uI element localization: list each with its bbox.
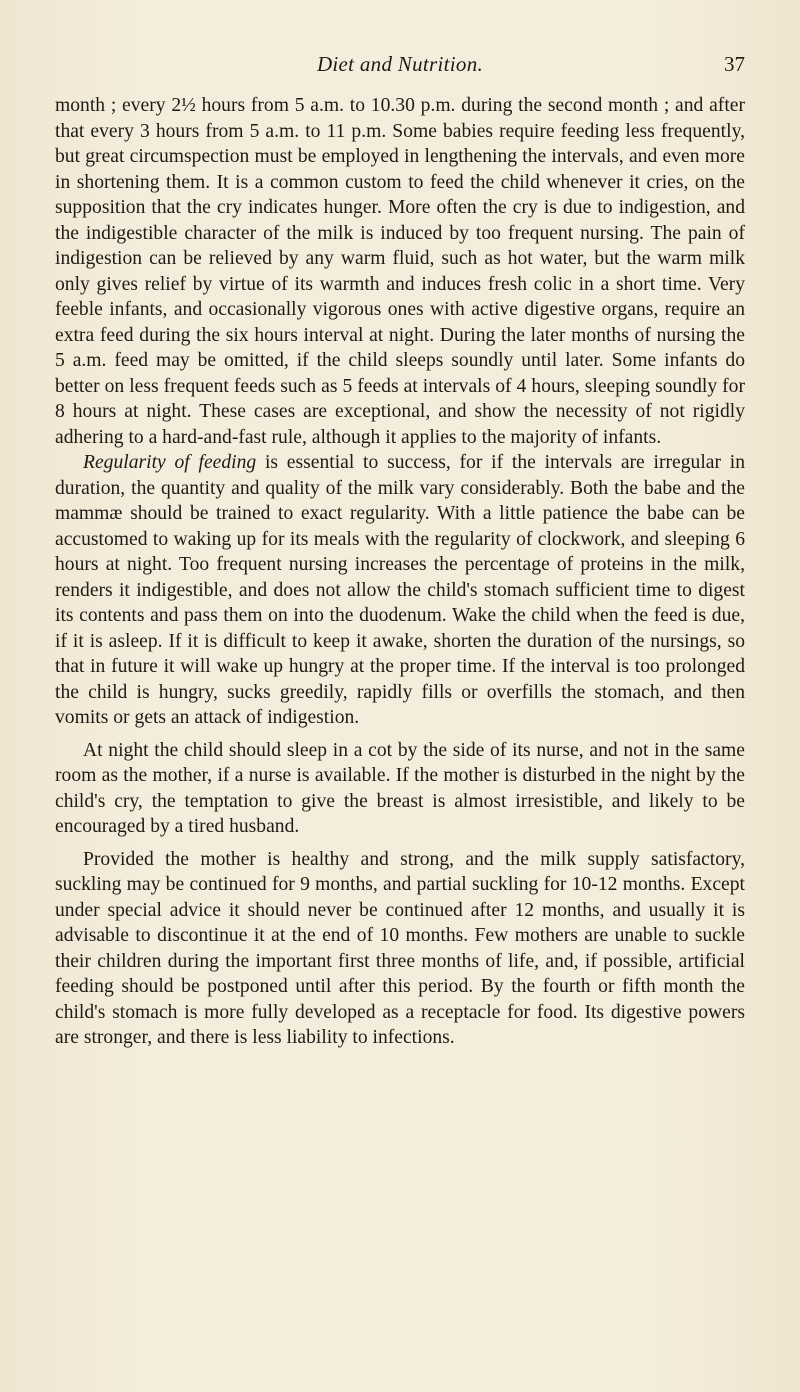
- paragraph-text: is essential to success, for if the intervals are irregular in duration, the quantity and quality of the milk vary considerably. Both the babe and the mammæ should be trained to exact regularity. With a little patience the babe can be accustomed to waking up for its meals with the regularity of clockwork, and sleeping 6 hours at night. Too frequent nursing increases the percentage of proteins in the milk, renders it indigestible, and does not allow the child's stomach sufficient time to digest its contents and pass them on into the duodenum. Wake the child when the feed is due, if it is asleep. If it is difficult to keep it awake, shorten the duration of the nursings, so that in future it will wake up hungry at the proper time. If the interval is too prolonged the child is hungry, sucks greedily, rapidly fills or overfills the stomach, and then vomits or gets an attack of indigestion.: [55, 452, 746, 728]
- paragraph-regularity-of-feeding: [55, 450, 745, 731]
- running-title: Diet and Nutrition.: [316, 52, 484, 76]
- body-text: [55, 93, 745, 1051]
- page-header: [55, 52, 745, 78]
- paragraph-text: At night the child should sleep in a cot by the side of its nurse, and not in the same room as the mother, if a nurse is available. If the mother is disturbed in the night by the child's cry, the temptation to give the breast is almost irresistible, and likely to be encouraged by a tired husband.: [55, 739, 745, 837]
- paragraph-feeding-intervals: [55, 93, 745, 450]
- paragraph-night-sleep: [55, 738, 745, 840]
- page-number: 37: [724, 52, 745, 76]
- paragraph-text: Provided the mother is healthy and strong, and the milk supply satisfactory, suckling may be continued for 9 months, and partial suckling for 10-12 months. Except under special advice it should never be continued after 12 months, and usually it is advisable to discontinue it at the end of 10 months. Few mothers are unable to suckle their children during the important first three months of life, and, if possible, artificial feeding should be postponed until after this period. By the fourth or fifth month the child's stomach is more fully developed as a receptacle for food. Its digestive powers are stronger, and there is less liability to infections.: [55, 848, 745, 1048]
- paragraph-text: month ; every 2½ hours from 5 a.m. to 10.30 p.m. during the second month ; and after that every 3 hours from 5 a.m. to 11 p.m. Some babies require feeding less frequently, but great circumspection must be employed in lengthening the intervals, and even more in shortening them. It is a common custom to feed the child whenever it cries, on the supposition that the cry indicates hunger. More often the cry is due to indigestion, and the indigestible character of the milk is induced by too frequent nursing. The pain of indigestion can be relieved by any warm fluid, such as hot water, but the warm milk only gives relief by virtue of its warmth and induces fresh colic in a short time. Very feeble infants, and occasionally vigorous ones with active digestive organs, require an extra feed during the six hours interval at night. During the later months of nursing the 5 a.m. feed may be omitted, if the child sleeps soundly until later. Some infants do better on less frequent feeds such as 5 feeds at intervals of 4 hours, sleeping soundly for 8 hours at night. These cases are exceptional, and show the necessity of not rigidly adhering to a hard-and-fast rule, although it applies to the majority of infants.: [55, 95, 745, 448]
- paragraph-lead-italic: Regularity of feeding: [83, 452, 257, 473]
- paragraph-suckling-duration: [55, 847, 745, 1051]
